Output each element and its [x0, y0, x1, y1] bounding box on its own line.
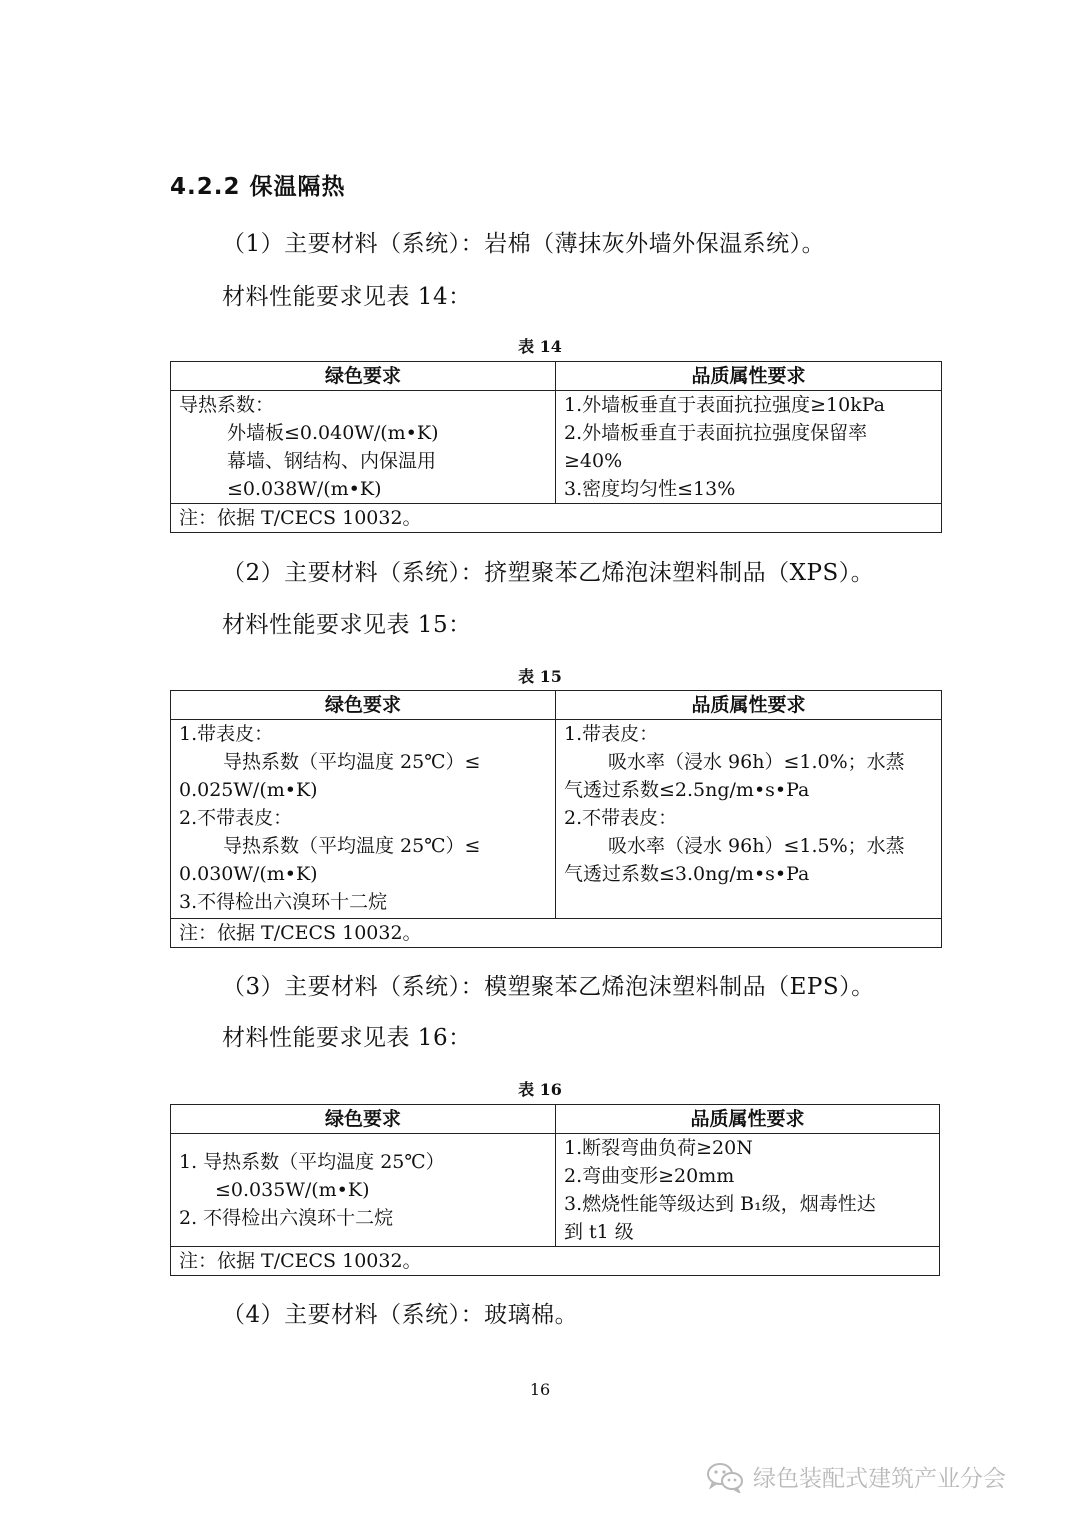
material-title-1: （1）主要材料（系统）：岩棉（薄抹灰外墙外保温系统）。	[222, 231, 826, 257]
table-note: 注：依据 T/CECS 10032。	[171, 1247, 940, 1276]
table-row	[171, 1134, 940, 1247]
cell-line: 0.030W/(m•K)	[179, 863, 318, 885]
header-green-requirement: 绿色要求	[171, 691, 556, 720]
page-number: 16	[529, 1380, 551, 1399]
table-note-row	[171, 1247, 940, 1276]
table-row	[171, 720, 942, 919]
cell-line: 3.不得检出六溴环十二烷	[179, 891, 388, 913]
section-heading: 4.2.2 保温隔热	[170, 174, 346, 200]
cell-line: 幕墙、钢结构、内保温用	[227, 450, 437, 472]
cell-line: 3.燃烧性能等级达到 B₁级，烟毒性达	[564, 1193, 876, 1215]
green-requirement-cell	[171, 1134, 556, 1247]
table-header-row	[171, 362, 942, 391]
cell-line: 2.不带表皮：	[564, 807, 678, 829]
cell-line: 导热系数（平均温度 25℃）≤	[223, 835, 481, 857]
cell-line: 1.外墙板垂直于表面抗拉强度≥10kPa	[564, 394, 885, 416]
table-note-row	[171, 504, 942, 533]
cell-line: 3.密度均匀性≤13%	[564, 478, 736, 500]
spec-table-16	[170, 1104, 940, 1276]
table-reference-1: 材料性能要求见表 14：	[222, 284, 472, 310]
cell-line: ≥40%	[564, 450, 623, 472]
material-title-4: （4）主要材料（系统）：玻璃棉。	[222, 1302, 579, 1328]
cell-line: 2. 不得检出六溴环十二烷	[179, 1207, 394, 1229]
cell-line: 外墙板≤0.040W/(m•K)	[227, 422, 439, 444]
spec-table-15	[170, 690, 942, 948]
cell-line: 导热系数：	[179, 394, 275, 416]
watermark-text: 绿色装配式建筑产业分会	[753, 1466, 1006, 1492]
spec-table-14	[170, 361, 942, 533]
cell-line: 吸水率（浸水 96h）≤1.5%；水蒸	[608, 835, 905, 857]
header-quality-requirement: 品质属性要求	[556, 691, 942, 720]
table-row	[171, 391, 942, 504]
cell-line: 2.弯曲变形≥20mm	[564, 1165, 735, 1187]
cell-line: 导热系数（平均温度 25℃）≤	[223, 751, 481, 773]
table-caption-16: 表 16	[518, 1080, 562, 1099]
header-quality-requirement: 品质属性要求	[556, 362, 942, 391]
cell-line: 2.不带表皮：	[179, 807, 293, 829]
quality-requirement-cell	[556, 1134, 940, 1247]
cell-line: 0.025W/(m•K)	[179, 779, 318, 801]
table-reference-3: 材料性能要求见表 16：	[222, 1025, 472, 1051]
table-caption-15: 表 15	[518, 667, 562, 686]
table-caption-14: 表 14	[518, 337, 562, 356]
cell-line: 1. 导热系数（平均温度 25℃）	[179, 1151, 445, 1173]
header-quality-requirement: 品质属性要求	[556, 1105, 940, 1134]
cell-line: 2.外墙板垂直于表面抗拉强度保留率	[564, 422, 868, 444]
cell-line: 1.带表皮：	[564, 723, 659, 745]
table-header-row	[171, 1105, 940, 1134]
green-requirement-cell	[171, 720, 556, 919]
quality-requirement-cell	[556, 720, 942, 919]
cell-line: 气透过系数≤3.0ng/m•s•Pa	[564, 863, 810, 885]
cell-line: 吸水率（浸水 96h）≤1.0%；水蒸	[608, 751, 905, 773]
table-reference-2: 材料性能要求见表 15：	[222, 612, 472, 638]
cell-line: 1.断裂弯曲负荷≥20N	[564, 1137, 753, 1159]
quality-requirement-cell	[556, 391, 942, 504]
table-header-row	[171, 691, 942, 720]
table-note: 注：依据 T/CECS 10032。	[171, 919, 942, 948]
cell-line: ≤0.038W/(m•K)	[227, 478, 382, 500]
table-note-row	[171, 919, 942, 948]
table-note: 注：依据 T/CECS 10032。	[171, 504, 942, 533]
material-title-3: （3）主要材料（系统）：模塑聚苯乙烯泡沫塑料制品（EPS）。	[222, 974, 875, 1000]
cell-line: 到 t1 级	[564, 1221, 634, 1243]
watermark	[705, 1460, 1006, 1493]
header-green-requirement: 绿色要求	[171, 362, 556, 391]
cell-line: 1.带表皮：	[179, 723, 274, 745]
cell-line: ≤0.035W/(m•K)	[215, 1179, 370, 1201]
material-title-2: （2）主要材料（系统）：挤塑聚苯乙烯泡沫塑料制品（XPS）。	[222, 560, 875, 586]
green-requirement-cell	[171, 391, 556, 504]
cell-line: 气透过系数≤2.5ng/m•s•Pa	[564, 779, 810, 801]
header-green-requirement: 绿色要求	[171, 1105, 556, 1134]
wechat-icon	[705, 1461, 745, 1493]
